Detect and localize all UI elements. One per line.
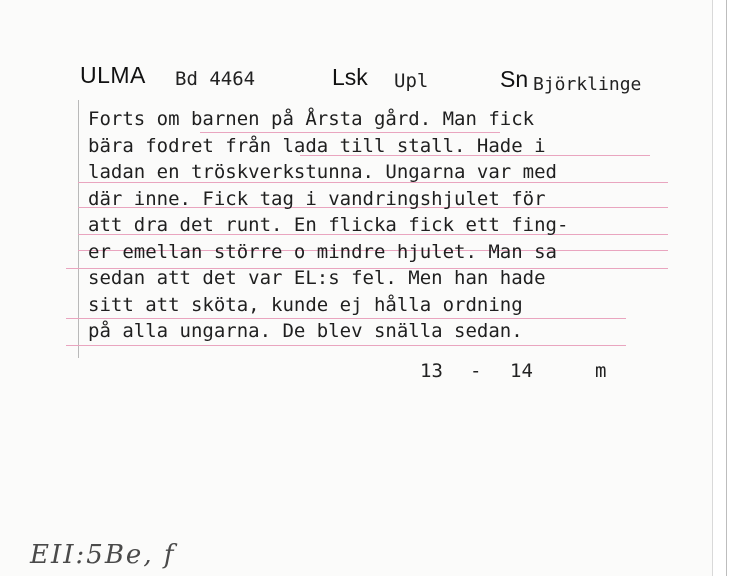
text-line: bära fodret från lada till stall. Hade i bbox=[88, 134, 546, 157]
text-line: Forts om barnen på Årsta gård. Man fick bbox=[88, 108, 535, 130]
parish-value: Björklinge bbox=[533, 74, 642, 95]
text-line: sedan att det var EL:s fel. Men han hade bbox=[88, 267, 546, 289]
text-line: att dra det runt. En flicka fick ett fing- bbox=[88, 214, 569, 236]
card-header bbox=[0, 62, 712, 102]
parish-label: Sn bbox=[500, 66, 529, 92]
page-from: 13 bbox=[420, 360, 443, 382]
volume-number: Bd 4464 bbox=[175, 68, 256, 90]
text-line: på alla ungarna. De blev snälla sedan. bbox=[88, 320, 523, 342]
scan-edge bbox=[712, 0, 734, 576]
ruled-line bbox=[66, 345, 626, 346]
text-line: ladan en tröskverkstunna. Ungarna var med bbox=[88, 161, 557, 183]
scan-edge-line bbox=[726, 0, 727, 576]
province-label: Lsk bbox=[332, 64, 368, 90]
text-line: där inne. Fick tag i vandringshjulet för bbox=[88, 187, 546, 210]
text-line: er emellan större o mindre hjulet. Man sa bbox=[88, 240, 557, 263]
page-to: 14 bbox=[510, 360, 533, 382]
archive-mark: EII:5Be, f bbox=[30, 540, 176, 570]
page-unit: m bbox=[595, 360, 607, 382]
card-body bbox=[88, 106, 688, 345]
text-line: sitt att sköta, kunde ej hålla ordning bbox=[88, 293, 523, 316]
margin-line bbox=[78, 100, 79, 358]
archive-name: ULMA bbox=[80, 62, 146, 88]
province-value: Upl bbox=[394, 70, 429, 92]
page-range-dash: - bbox=[470, 360, 482, 382]
